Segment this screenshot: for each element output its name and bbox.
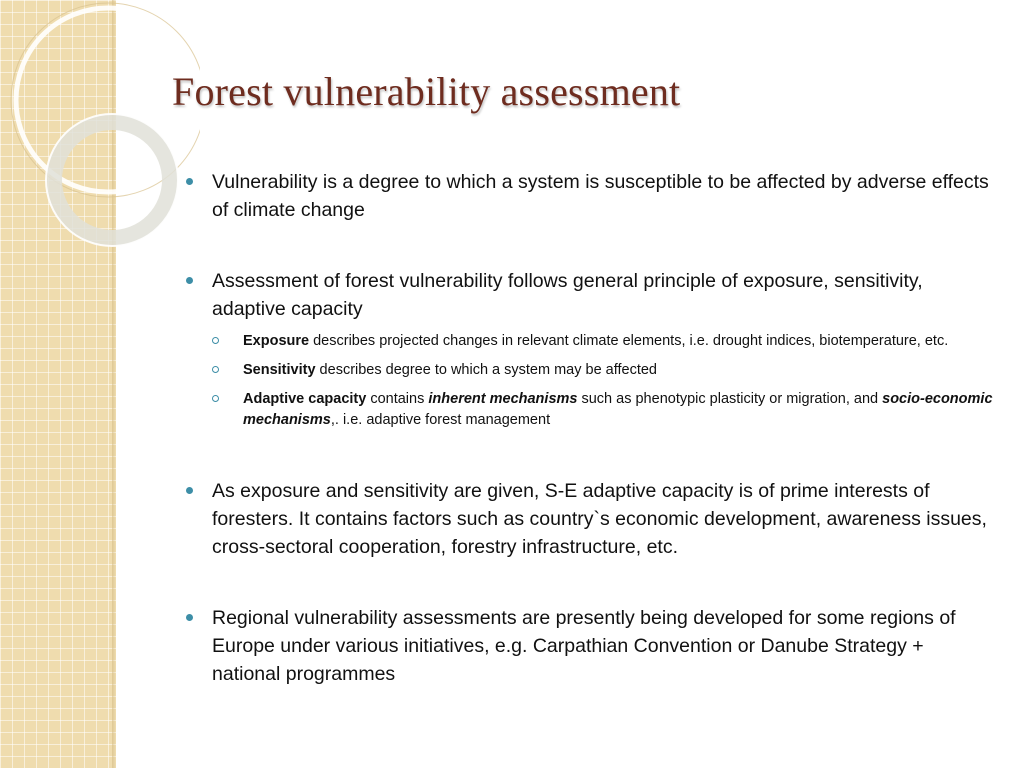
bullet-text: Assessment of forest vulnerability follows general principle of exposure, sensitivity, adaptive capacity [212, 270, 923, 320]
bullet-vulnerability-definition [186, 168, 996, 224]
term-sensitivity: Sensitivity [243, 362, 316, 378]
bullet-assessment-principle [186, 267, 996, 323]
term-exposure: Exposure [243, 333, 310, 349]
bullet-adaptive-capacity-interest [186, 477, 996, 561]
exposure-description: describes projected changes in relevant climate elements, i.e. drought indices, biotemperature, etc. [309, 333, 949, 349]
sub-bullet-ring [212, 395, 219, 402]
bullet-text: Vulnerability is a degree to which a system is susceptible to be affected by adverse effects of climate change [212, 171, 989, 221]
adaptive-text-2: such as phenotypic plasticity or migration, and [577, 391, 883, 407]
sub-bullet-ring [212, 337, 219, 344]
bullet-text: Regional vulnerability assessments are presently being developed for some regions of Europe under various initiatives, e.g. Carpathian Convention or Danube Strategy + national programmes [212, 607, 956, 685]
term-inherent-mechanisms: inherent mechanisms [428, 391, 578, 407]
bullet-regional-assessments [186, 604, 996, 688]
decorative-circles [0, 0, 200, 300]
bullet-dot [186, 614, 193, 621]
sub-bullet-sensitivity [212, 360, 996, 381]
sub-bullet-adaptive-capacity [212, 389, 996, 431]
bullet-dot [186, 277, 193, 284]
bullet-text: As exposure and sensitivity are given, S-E adaptive capacity is of prime interests of foresters. It contains factors such as country`s economic development, awareness issues, cross-sectoral cooperation, forestry infrastructure, etc. [212, 480, 987, 558]
adaptive-text-3: ,. i.e. adaptive forest management [330, 412, 551, 428]
sensitivity-description: describes degree to which a system may be affected [315, 362, 657, 378]
term-socio-economic-mechanisms: socio-economic mechanisms [243, 391, 993, 428]
sub-bullet-ring [212, 366, 219, 373]
term-adaptive-capacity: Adaptive capacity [243, 391, 367, 407]
slide-title: Forest vulnerability assessment [172, 69, 681, 114]
bullet-dot [186, 178, 193, 185]
sub-bullet-list [212, 331, 996, 431]
slide-content [186, 168, 996, 688]
sub-bullet-exposure [212, 331, 996, 352]
adaptive-text-1: contains [366, 391, 429, 407]
bullet-dot [186, 487, 193, 494]
